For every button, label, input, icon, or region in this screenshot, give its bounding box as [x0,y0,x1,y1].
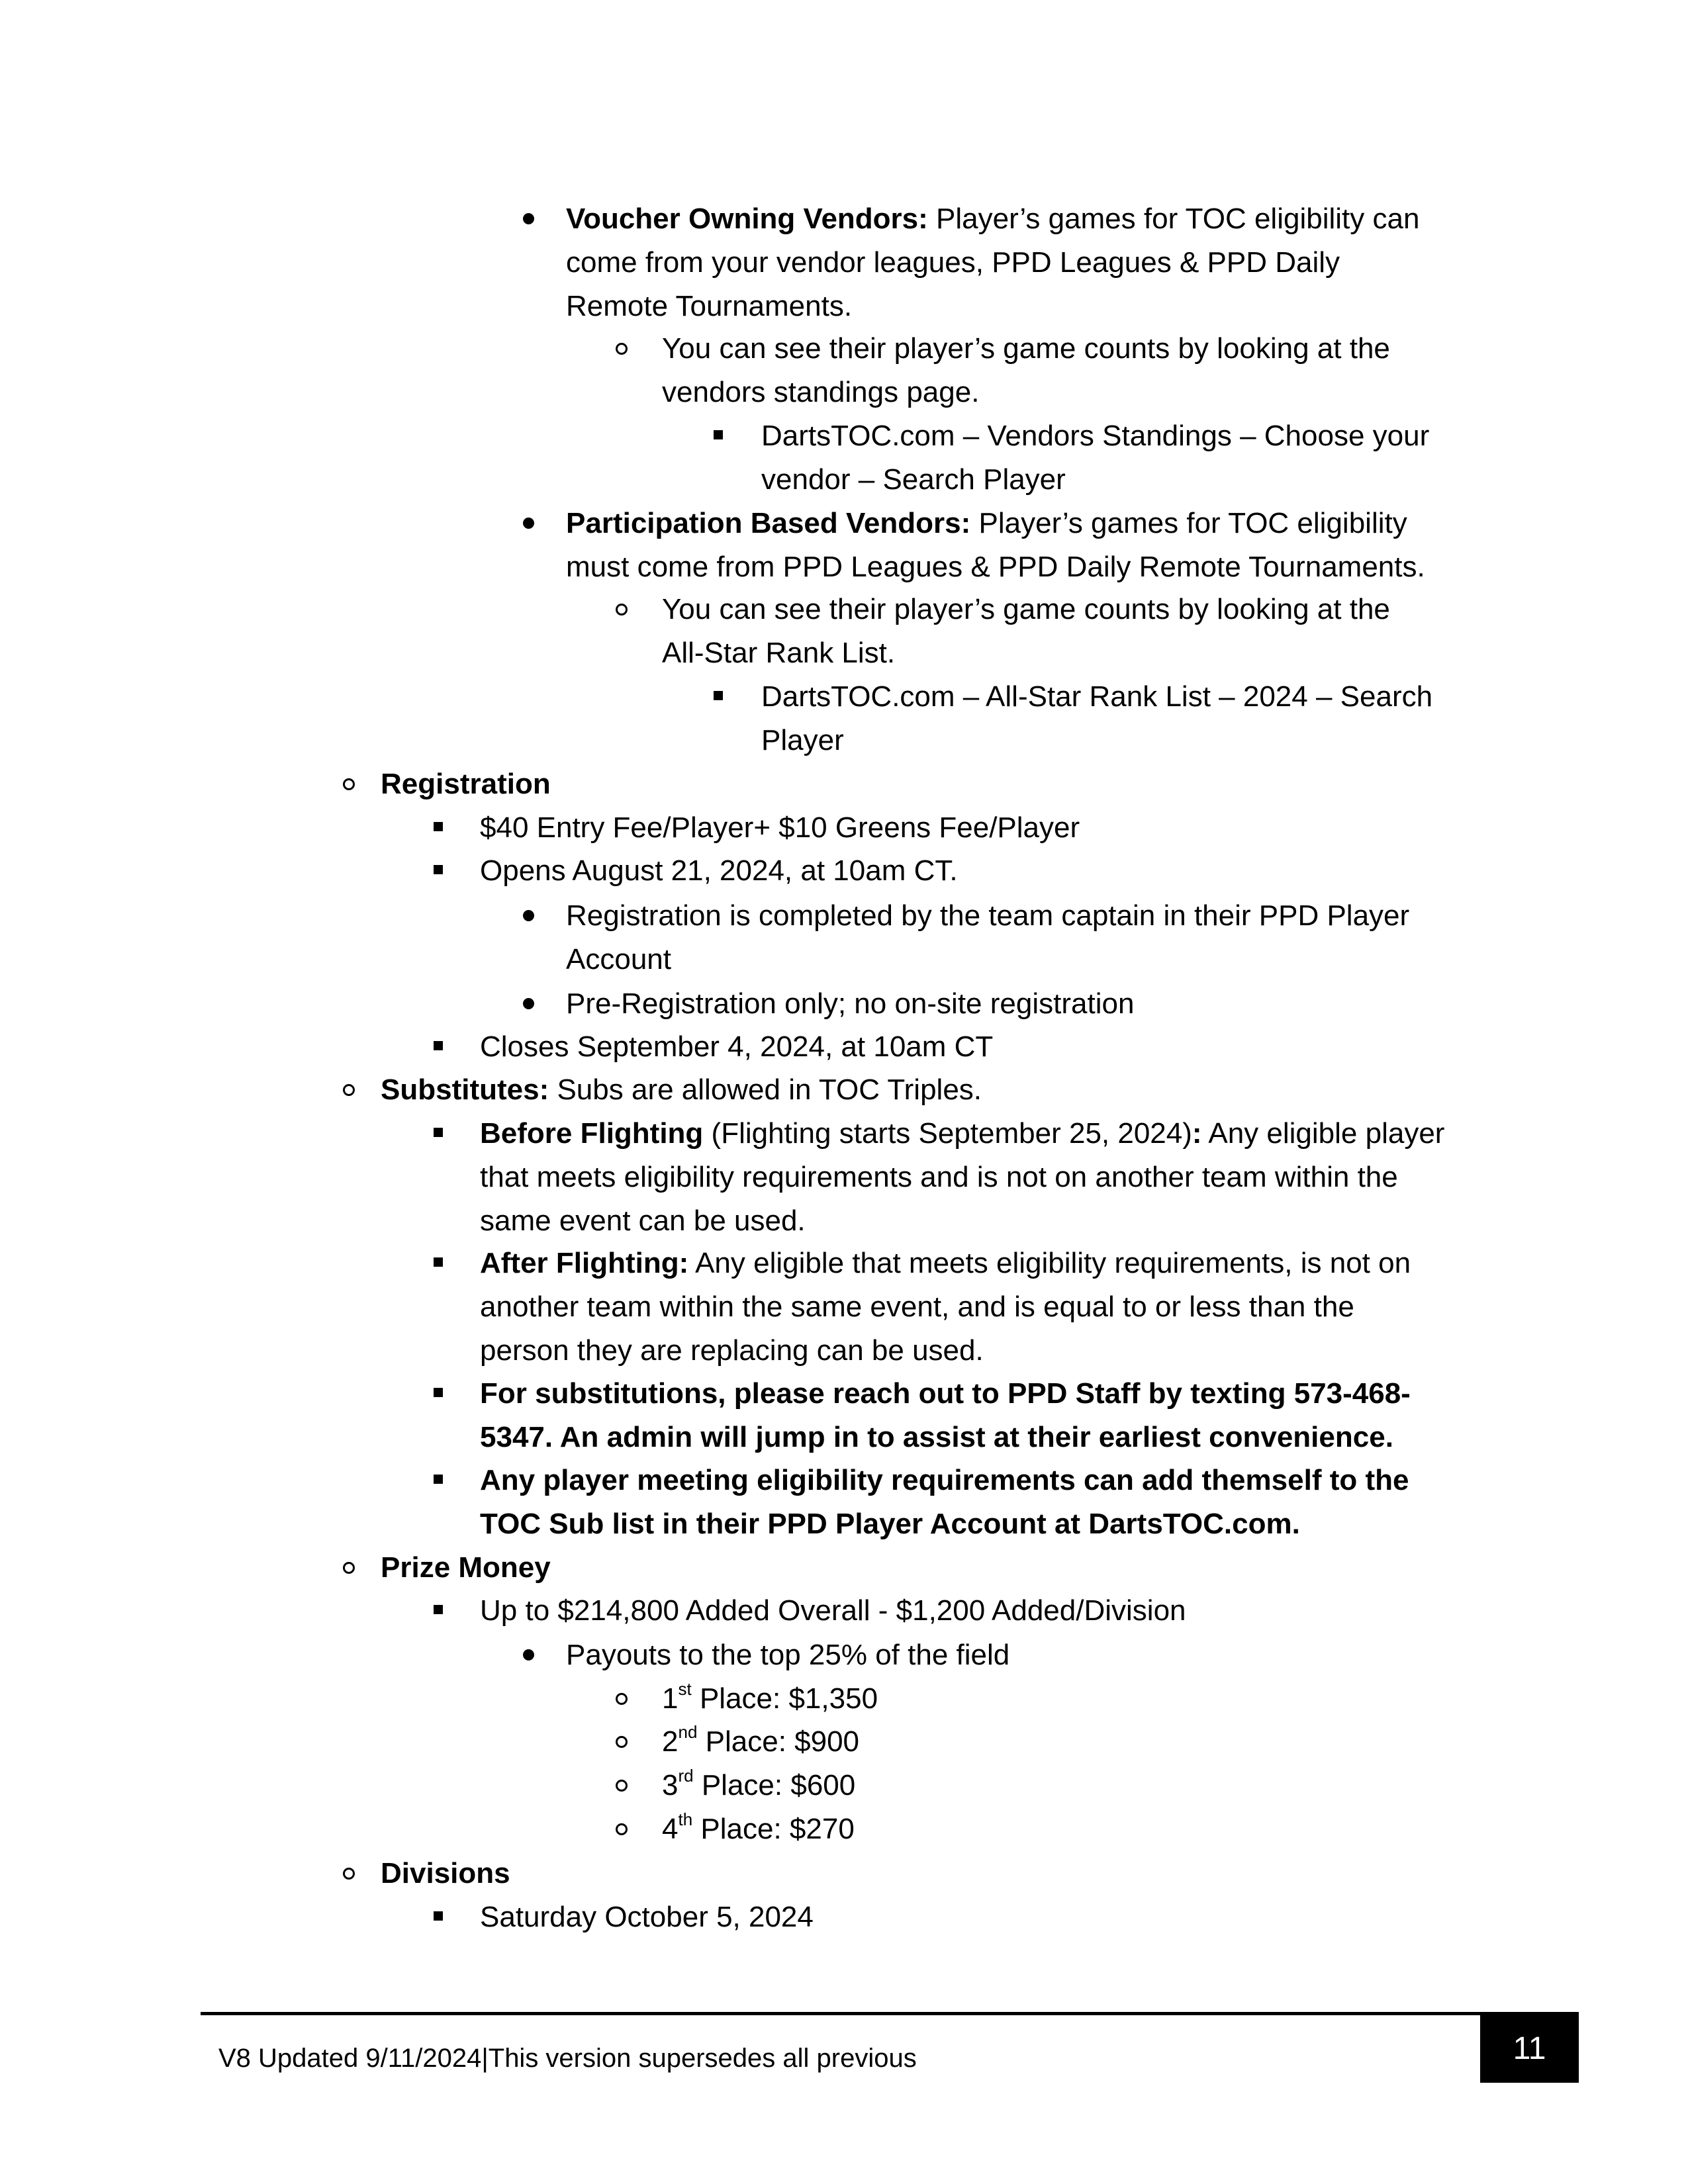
participation-line-1 [566,502,1407,545]
bullet-square-icon [434,1128,443,1137]
after-flighting-text: Any eligible that meets eligibility requirements, is not on [688,1247,1411,1279]
registration-heading: Registration [381,768,551,800]
footer-rule [201,2012,1579,2015]
place-number: 2 [662,1725,679,1758]
registration-opens: Opens August 21, 2024, at 10am CT. [480,854,958,887]
place-number: 3 [662,1769,679,1801]
place-item [662,1764,855,1807]
after-flighting-label: After Flighting: [480,1247,689,1279]
sub-list-line-2: TOC Sub list in their PPD Player Account at DartsTOC.com. [480,1508,1300,1540]
bullet-ring-icon [616,1736,628,1748]
bullet-dot-icon [523,998,534,1009]
bullet-ring-icon [343,1084,355,1096]
voucher-path-line-2: vendor – Search Player [761,463,1066,496]
voucher-line-2: come from your vendor leagues, PPD Leagues & PPD Daily [566,246,1340,279]
place-amount: Place: $1,350 [691,1682,878,1715]
bullet-ring-icon [616,1693,628,1705]
participation-label: Participation Based Vendors: [566,507,971,539]
substitutes-text: Subs are allowed in TOC Triples. [549,1073,982,1106]
place-item [662,1720,859,1764]
footer-text: V8 Updated 9/11/2024|This version supersedes all previous [218,2044,917,2073]
participation-sub-line-2: All-Star Rank List. [662,637,896,669]
before-flighting-line-2: that meets eligibility requirements and is not on another team within the [480,1161,1398,1193]
divisions-date: Saturday October 5, 2024 [480,1901,814,1933]
bullet-ring-icon [616,604,628,615]
prize-added: Up to $214,800 Added Overall - $1,200 Added/Division [480,1594,1186,1627]
place-amount: Place: $600 [693,1769,856,1801]
substitutions-contact-line-2: 5347. An admin will jump in to assist at their earliest convenience. [480,1421,1393,1453]
voucher-sub-line-1: You can see their player’s game counts by looking at the [662,332,1390,365]
prize-heading: Prize Money [381,1551,551,1584]
bullet-square-icon [434,1475,443,1484]
registration-captain-line-1: Registration is completed by the team captain in their PPD Player [566,899,1410,932]
bullet-square-icon [434,822,443,831]
participation-line-2: must come from PPD Leagues & PPD Daily Remote Tournaments. [566,551,1425,583]
bullet-square-icon [434,1257,443,1267]
registration-captain-line-2: Account [566,943,671,976]
after-flighting-line-3: person they are replacing can be used. [480,1334,984,1367]
before-flighting-text: Any eligible player [1201,1117,1445,1150]
bullet-square-icon [434,1041,443,1050]
place-item [662,1677,878,1721]
participation-path-line-2: Player [761,724,844,756]
place-number: 1 [662,1682,679,1715]
bullet-ring-icon [616,343,628,355]
bullet-dot-icon [523,1649,534,1661]
place-item [662,1807,855,1851]
registration-pre: Pre-Registration only; no on-site registration [566,987,1135,1020]
registration-closes: Closes September 4, 2024, at 10am CT [480,1030,994,1063]
substitutions-contact-line-1: For substitutions, please reach out to PPD Staff by texting 573-468- [480,1377,1411,1410]
participation-text: Player’s games for TOC eligibility [970,507,1407,539]
participation-path-line-1: DartsTOC.com – All-Star Rank List – 2024 – Search [761,680,1433,713]
bullet-square-icon [714,430,723,439]
voucher-line-1 [566,197,1419,241]
after-flighting-line-2: another team within the same event, and is equal to or less than the [480,1291,1354,1323]
bullet-square-icon [434,865,443,874]
place-suffix: th [678,1809,693,1830]
after-flighting-line-1 [480,1242,1411,1285]
before-flighting-colon: : [1192,1117,1202,1150]
voucher-label: Voucher Owning Vendors: [566,203,928,235]
bullet-ring-icon [343,778,355,790]
before-flighting-paren: (Flighting starts September 25, 2024) [703,1117,1192,1150]
participation-sub-line-1: You can see their player’s game counts by looking at the [662,593,1390,625]
place-suffix: rd [678,1766,694,1786]
bullet-dot-icon [523,518,534,529]
substitutes-line [381,1068,982,1112]
bullet-dot-icon [523,910,534,921]
before-flighting-line-1 [480,1112,1444,1156]
registration-fee: $40 Entry Fee/Player+ $10 Greens Fee/Player [480,811,1080,844]
before-flighting-label: Before Flighting [480,1117,704,1150]
bullet-ring-icon [343,1562,355,1574]
prize-payouts: Payouts to the top 25% of the field [566,1639,1010,1671]
voucher-text: Player’s games for TOC eligibility can [927,203,1420,235]
bullet-ring-icon [616,1823,628,1835]
place-number: 4 [662,1813,679,1845]
bullet-square-icon [714,691,723,700]
bullet-ring-icon [616,1780,628,1792]
place-amount: Place: $270 [692,1813,855,1845]
bullet-square-icon [434,1911,443,1921]
page-number: 11 [1480,2014,1579,2083]
voucher-path-line-1: DartsTOC.com – Vendors Standings – Choose your [761,420,1430,452]
bullet-dot-icon [523,213,534,224]
place-suffix: st [678,1679,692,1700]
bullet-ring-icon [343,1868,355,1880]
substitutes-label: Substitutes: [381,1073,549,1106]
divisions-heading: Divisions [381,1857,510,1889]
place-suffix: nd [678,1722,698,1743]
voucher-line-3: Remote Tournaments. [566,290,853,322]
before-flighting-line-3: same event can be used. [480,1205,806,1237]
place-amount: Place: $900 [697,1725,860,1758]
bullet-square-icon [434,1605,443,1614]
sub-list-line-1: Any player meeting eligibility requirements can add themself to the [480,1464,1409,1496]
bullet-square-icon [434,1388,443,1397]
voucher-sub-line-2: vendors standings page. [662,376,980,408]
